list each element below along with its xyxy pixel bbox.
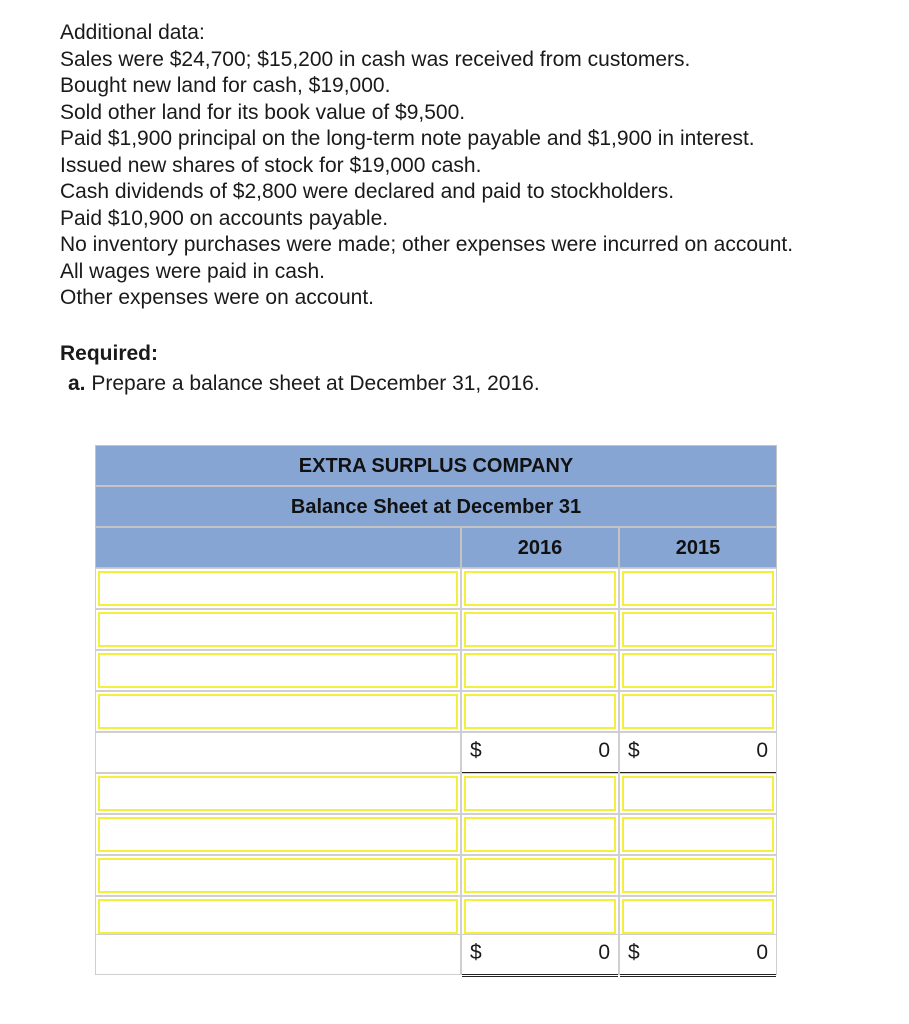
data-line: All wages were paid in cash.: [60, 259, 325, 283]
amount-2016-input[interactable]: [464, 571, 616, 606]
amount-2016-input[interactable]: [464, 899, 616, 934]
table-row: [95, 691, 777, 732]
total-row: [95, 934, 777, 975]
data-line: Sales were $24,700; $15,200 in cash was received from customers.: [60, 47, 691, 71]
data-line: Paid $1,900 principal on the long-term note payable and $1,900 in interest.: [60, 127, 755, 150]
table-row: [95, 650, 777, 691]
table-row: [95, 773, 777, 814]
data-line: Other expenses were on account.: [60, 286, 375, 309]
task-a: [68, 370, 540, 398]
total-2016-value: 0: [598, 739, 610, 762]
double-underline: [462, 974, 618, 977]
task-text: Prepare a balance sheet at December 31, 2016.: [91, 372, 540, 395]
account-name-input[interactable]: [98, 817, 458, 852]
amount-2015-input[interactable]: [622, 858, 774, 893]
amount-2016-input[interactable]: [464, 776, 616, 811]
account-name-input[interactable]: [98, 612, 458, 647]
account-name-input[interactable]: [98, 858, 458, 893]
table-row: [95, 814, 777, 855]
account-name-input[interactable]: [98, 653, 458, 688]
header-2015: 2015: [619, 527, 777, 568]
double-underline: [620, 974, 776, 977]
data-line: Paid $10,900 on accounts payable.: [60, 206, 389, 230]
amount-2015-input[interactable]: [622, 694, 774, 729]
currency-symbol: $: [470, 941, 482, 964]
amount-2015-input[interactable]: [622, 776, 774, 811]
amount-2016-input[interactable]: [464, 694, 616, 729]
header-2016: 2016: [461, 527, 619, 568]
table-row: [95, 568, 777, 609]
total-2015-value: 0: [756, 739, 768, 762]
total-2015-cell: [619, 934, 777, 975]
data-line: No inventory purchases were made; other expenses were incurred on account.: [60, 233, 794, 256]
amount-2016-input[interactable]: [464, 817, 616, 852]
amount-2015-input[interactable]: [622, 653, 774, 688]
amount-2015-input[interactable]: [622, 571, 774, 606]
balance-sheet: [95, 445, 777, 977]
total-2015-cell: [619, 732, 777, 773]
table-row: [95, 896, 777, 937]
data-line: Issued new shares of stock for $19,000 cash.: [60, 153, 482, 177]
amount-2016-input[interactable]: [464, 858, 616, 893]
account-name-input[interactable]: [98, 776, 458, 811]
currency-symbol: $: [628, 739, 640, 762]
additional-data-heading: Additional data:: [60, 21, 205, 44]
total-2016-value: 0: [598, 941, 610, 964]
amount-2015-input[interactable]: [622, 899, 774, 934]
company-name: EXTRA SURPLUS COMPANY: [95, 445, 777, 486]
amount-2015-input[interactable]: [622, 817, 774, 852]
additional-data: [60, 20, 793, 312]
data-line: Cash dividends of $2,800 were declared and paid to stockholders.: [60, 180, 675, 203]
data-line: Bought new land for cash, $19,000.: [60, 74, 391, 97]
table-row: [95, 609, 777, 650]
header-blank-cell: [95, 527, 461, 568]
task-label: a.: [68, 372, 86, 395]
total-label-cell: [95, 934, 461, 975]
required-heading: Required:: [60, 342, 159, 365]
data-line: Sold other land for its book value of $9,500.: [60, 100, 466, 124]
account-name-input[interactable]: [98, 694, 458, 729]
sheet-title: Balance Sheet at December 31: [95, 486, 777, 527]
amount-2016-input[interactable]: [464, 612, 616, 647]
total-2015-value: 0: [756, 941, 768, 964]
table-row: [95, 855, 777, 896]
account-name-input[interactable]: [98, 571, 458, 606]
total-2016-cell: [461, 934, 619, 975]
amount-2015-input[interactable]: [622, 612, 774, 647]
currency-symbol: $: [470, 739, 482, 762]
total-row: [95, 732, 777, 773]
amount-2016-input[interactable]: [464, 653, 616, 688]
total-label-cell: [95, 732, 461, 773]
account-name-input[interactable]: [98, 899, 458, 934]
currency-symbol: $: [628, 941, 640, 964]
total-2016-cell: [461, 732, 619, 773]
column-header-row: [95, 527, 777, 568]
